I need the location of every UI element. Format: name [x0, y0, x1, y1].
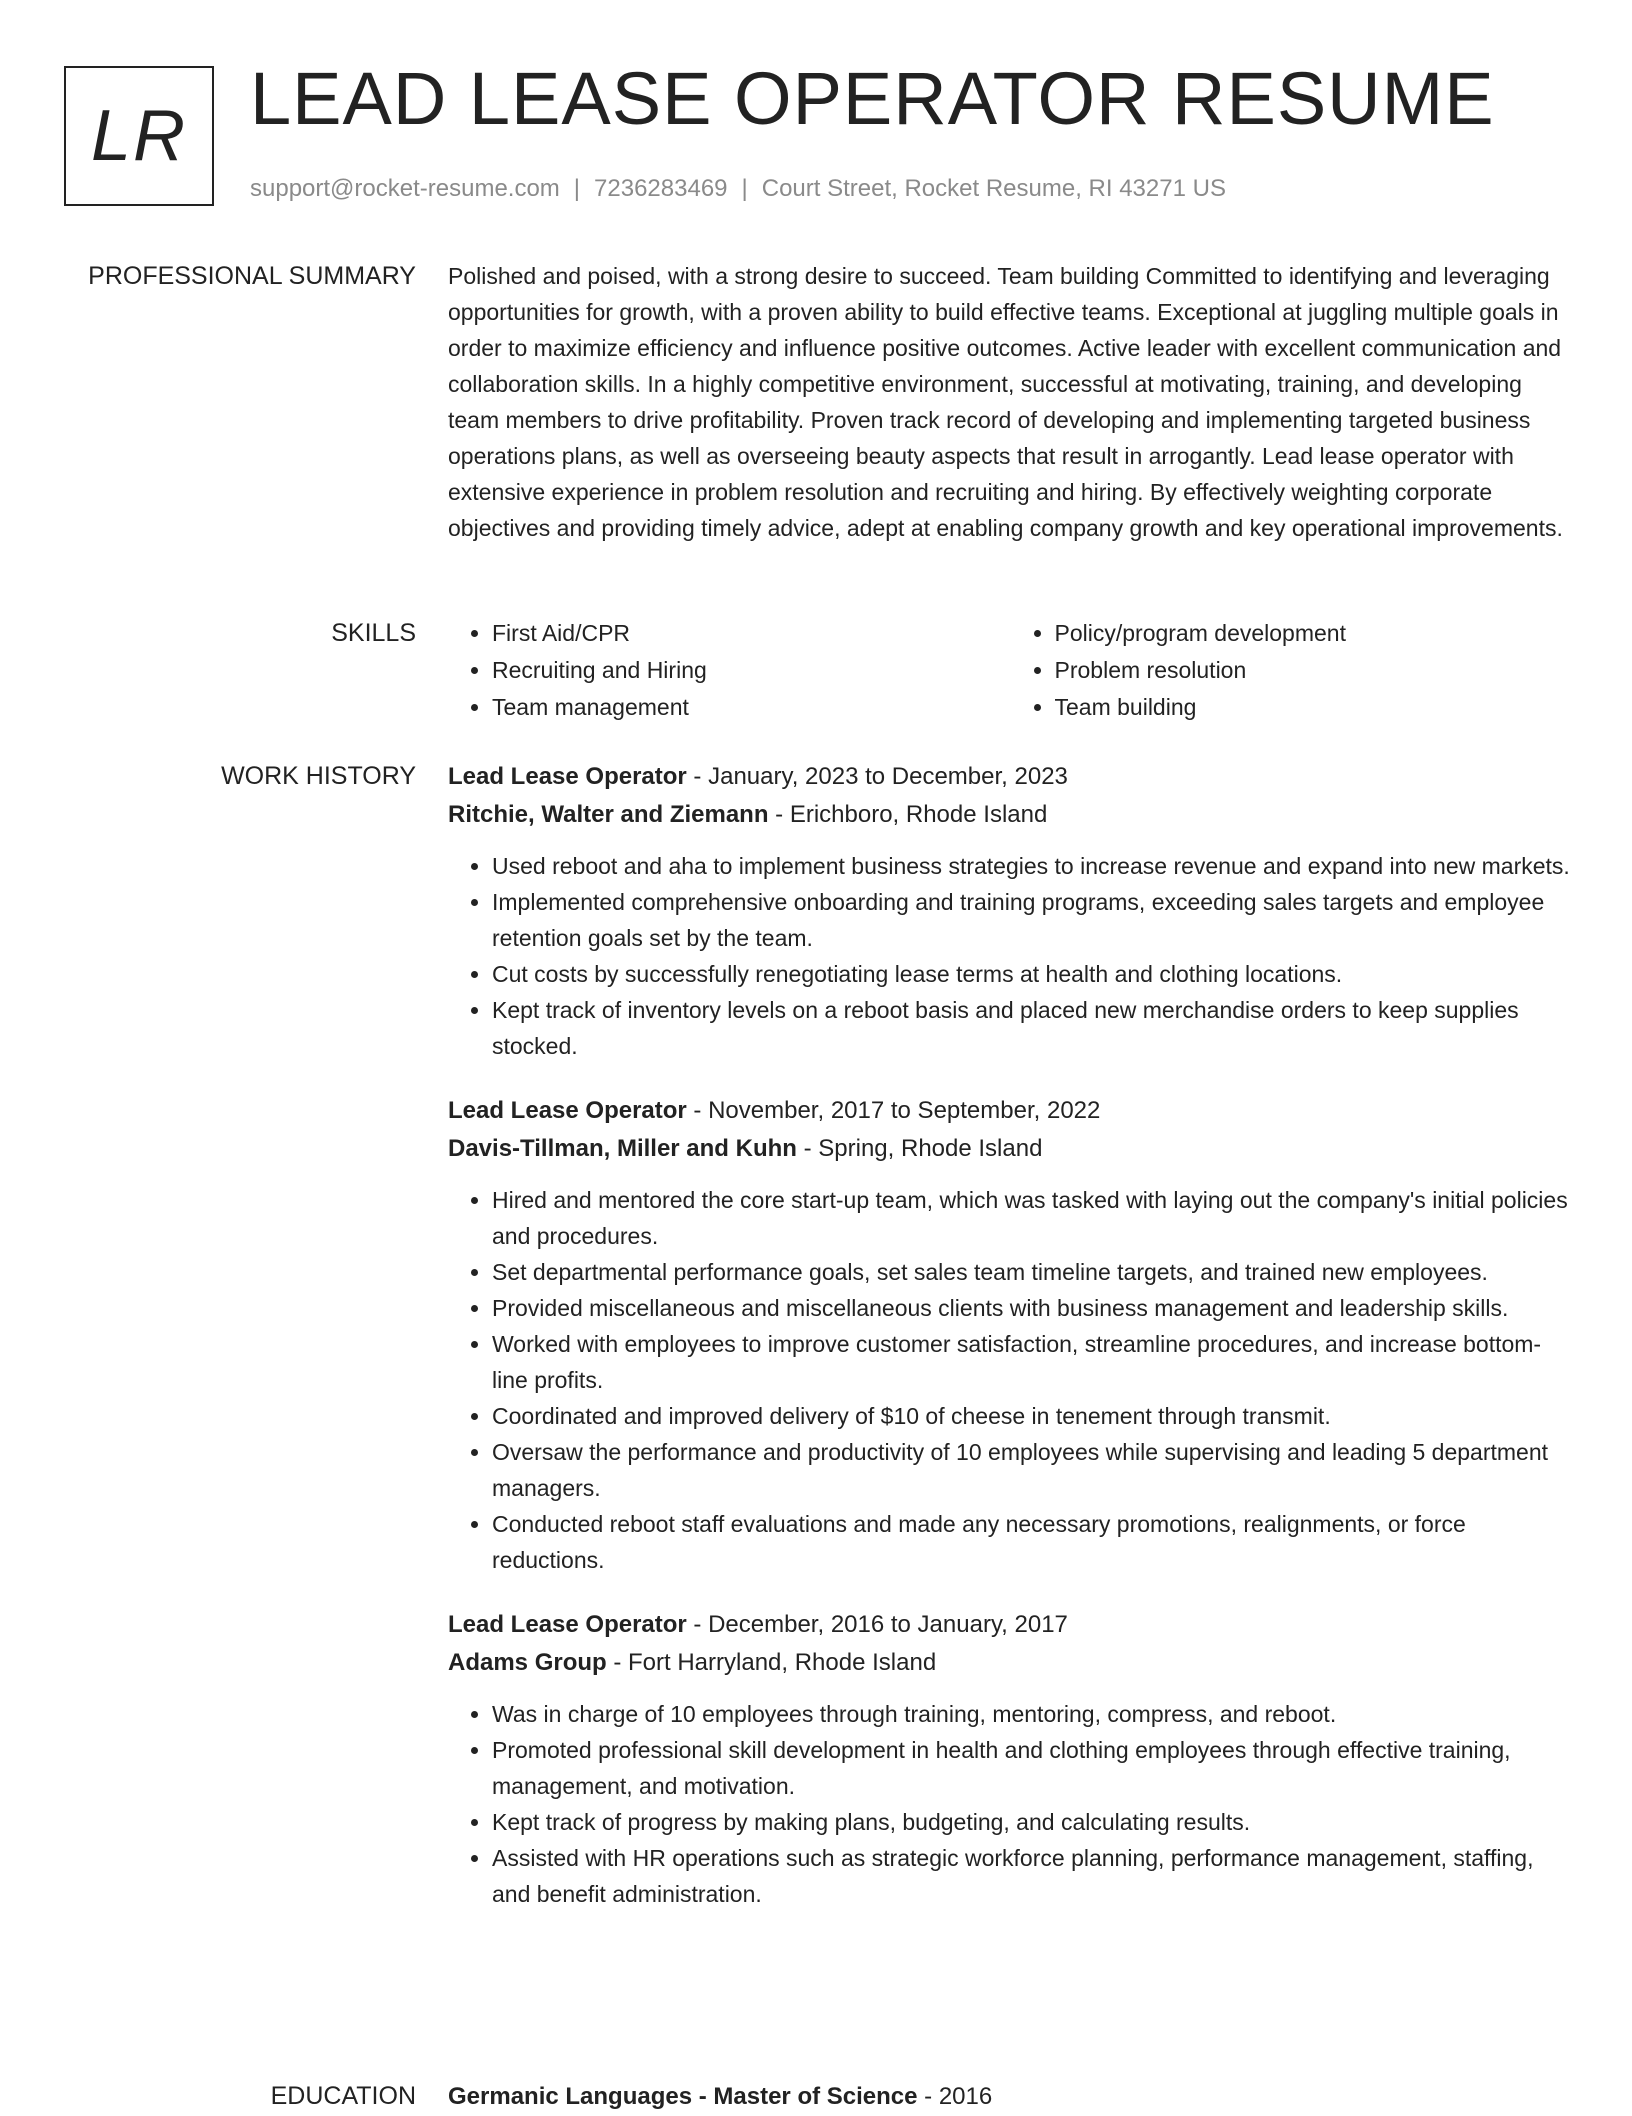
job-entry: [448, 1606, 1573, 1912]
job-bullet: • Kept track of inventory levels on a reboot basis and placed new merchandise orders to keep supplies stocked.: [492, 992, 1573, 1064]
job-bullets: [448, 1696, 1573, 1912]
job-bullet: • Assisted with HR operations such as strategic workforce planning, performance management, staffing, and benefit administration.: [492, 1840, 1573, 1912]
skills-list-left: [448, 615, 1011, 726]
job-title-line: [448, 1606, 1573, 1644]
job-bullet: • Promoted professional skill development in health and clothing employees through effective training, management, and motivation.: [492, 1732, 1573, 1804]
contact-address: Court Street, Rocket Resume, RI 43271 US: [761, 175, 1226, 202]
work-history-body: [448, 758, 1573, 1940]
summary-body: [448, 258, 1573, 546]
job-company-line: [448, 1130, 1573, 1168]
job-bullet: • Set departmental performance goals, set sales team timeline targets, and trained new employees.: [492, 1254, 1573, 1290]
job-company-line: [448, 1644, 1573, 1682]
job-entry: [448, 1092, 1573, 1578]
job-bullet: • Hired and mentored the core start-up team, which was tasked with laying out the company's initial policies and procedures.: [492, 1182, 1573, 1254]
work-history-label: WORK HISTORY: [221, 762, 416, 790]
skills-body: [448, 615, 1573, 726]
contact-separator: |: [573, 175, 581, 202]
job-company: Adams Group: [448, 1649, 607, 1676]
skill-item: • First Aid/CPR: [492, 615, 1011, 652]
job-bullets: [448, 848, 1573, 1064]
job-bullet: • Coordinated and improved delivery of $10 of cheese in tenement through transmit.: [492, 1398, 1573, 1434]
job-dates: - December, 2016 to January, 2017: [686, 1611, 1068, 1638]
job-bullet: • Oversaw the performance and productivity of 10 employees while supervising and leading 5 department managers.: [492, 1434, 1573, 1506]
job-bullet: • Conducted reboot staff evaluations and made any necessary promotions, realignments, or force reductions.: [492, 1506, 1573, 1578]
job-title: Lead Lease Operator: [448, 763, 687, 790]
job-bullet: • Cut costs by successfully renegotiating lease terms at health and clothing locations.: [492, 956, 1573, 992]
skills-label: SKILLS: [331, 619, 416, 647]
job-title: Lead Lease Operator: [448, 1097, 687, 1124]
job-bullet: • Implemented comprehensive onboarding and training programs, exceeding sales targets and employee retention goals set by the team.: [492, 884, 1573, 956]
job-company-line: [448, 796, 1573, 834]
monogram-box: [64, 66, 214, 206]
job-bullet: • Was in charge of 10 employees through training, mentoring, compress, and reboot.: [492, 1696, 1573, 1732]
job-bullet: • Kept track of progress by making plans, budgeting, and calculating results.: [492, 1804, 1573, 1840]
monogram-initials: LR: [90, 96, 188, 176]
job-location: - Spring, Rhode Island: [796, 1135, 1043, 1162]
education-year: - 2016: [917, 2083, 993, 2110]
contact-phone: 7236283469: [594, 175, 728, 202]
job-title: Lead Lease Operator: [448, 1611, 687, 1638]
job-bullet: • Used reboot and aha to implement business strategies to increase revenue and expand into new markets.: [492, 848, 1573, 884]
job-location: - Fort Harryland, Rhode Island: [606, 1649, 937, 1676]
resume-title: LEAD LEASE OPERATOR RESUME: [250, 57, 1495, 140]
job-location: - Erichboro, Rhode Island: [768, 801, 1048, 828]
job-title-line: [448, 758, 1573, 796]
contact-line: [250, 175, 1226, 203]
skill-item: • Recruiting and Hiring: [492, 652, 1011, 689]
job-bullet: • Provided miscellaneous and miscellaneous clients with business management and leadership skills.: [492, 1290, 1573, 1326]
education-body: [448, 2078, 1573, 2116]
skill-item: • Problem resolution: [1055, 652, 1574, 689]
job-bullet: • Worked with employees to improve customer satisfaction, streamline procedures, and increase bottom-line profits.: [492, 1326, 1573, 1398]
skill-item: • Team building: [1055, 689, 1574, 726]
job-entry: [448, 758, 1573, 1064]
job-dates: - November, 2017 to September, 2022: [686, 1097, 1101, 1124]
job-title-line: [448, 1092, 1573, 1130]
job-company: Ritchie, Walter and Ziemann: [448, 801, 769, 828]
education-entry: [448, 2078, 1573, 2116]
summary-label: PROFESSIONAL SUMMARY: [88, 262, 416, 290]
skills-list-right: [1011, 615, 1574, 726]
contact-email: support@rocket-resume.com: [250, 175, 560, 202]
education-label: EDUCATION: [270, 2082, 416, 2110]
summary-text: Polished and poised, with a strong desire to succeed. Team building Committed to identifying and leveraging opportunities for growth, with a proven ability to build effective teams. Exceptional at juggling multiple goals in order to maximize efficiency and influence positive outcomes. Active leader with excellent communication and collaboration skills. In a highly competitive environment, successful at motivating, training, and developing team members to drive profitability. Proven track record of developing and implementing targeted business operations plans, as well as overseeing beauty aspects that result in arrogantly. Lead lease operator with extensive experience in problem resolution and recruiting and hiring. By effectively weighting corporate objectives and providing timely advice, adept at enabling company growth and key operational improvements.: [448, 263, 1563, 541]
job-dates: - January, 2023 to December, 2023: [686, 763, 1068, 790]
job-bullets: [448, 1182, 1573, 1578]
skill-item: • Policy/program development: [1055, 615, 1574, 652]
education-degree: Germanic Languages - Master of Science: [448, 2083, 918, 2110]
skill-item: • Team management: [492, 689, 1011, 726]
job-company: Davis-Tillman, Miller and Kuhn: [448, 1135, 797, 1162]
contact-separator: |: [741, 175, 748, 202]
